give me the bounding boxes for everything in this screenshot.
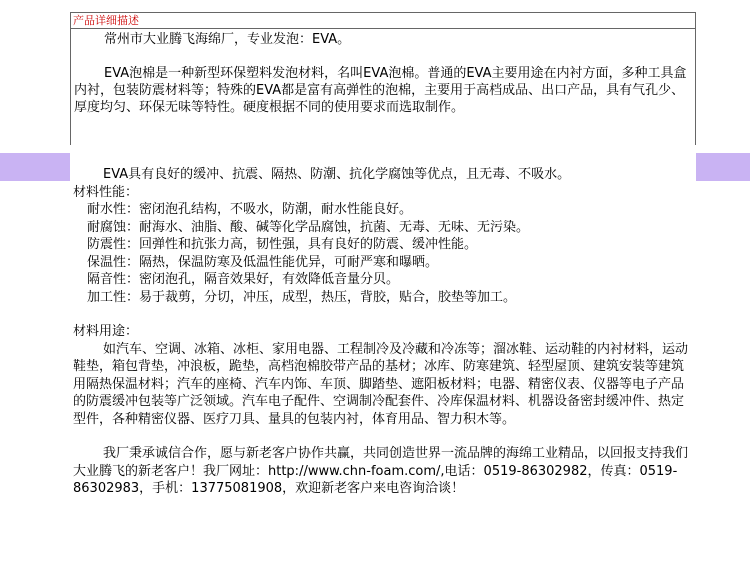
content-panel <box>70 12 696 565</box>
body-text <box>73 166 693 498</box>
uses-paragraph: 如汽车、空调、冰箱、冰柜、家用电器、工程制冷及冷藏和冷冻等；溜冰鞋、运动鞋的内衬材料，运动鞋垫，箱包背垫，冲浪板，跪垫，高档泡棉胶带产品的基材；冰库、防寒建筑、轻型屋顶、建筑安装等建筑用隔热保温材料；汽车的座椅、汽车内饰、车顶、脚踏垫、遮阳板材料；电器、精密仪表、仪器等电子产品的防震缓冲包装等广泛领域。汽车电子配件、空调制冷配套件、冷库保温材料、机器设备密封缓冲件、热定型件，各种精密仪器、医疗刀具、量具的包装内衬，体育用品、智力积木等。 <box>73 341 689 427</box>
intro-line: 常州市大业腾飞海绵厂，专业发泡：EVA。 <box>104 32 351 47</box>
property-item: 防震性：回弹性和抗张力高，韧性强，具有良好的防震、缓冲性能。 <box>87 237 478 252</box>
intro-paragraph: EVA泡棉是一种新型环保塑料发泡材料，名叫EVA泡棉。普通的EVA主要用途在内衬方面，多种工具盒内衬，包装防震材料等；特殊的EVA都是富有高弹性的泡棉，主要用于高档成品、出口产品，具有气孔少、厚度均匀、环保无味等特性。硬度根据不同的使用要求而选取制作。 <box>74 66 687 115</box>
properties-heading: 材料性能： <box>73 184 139 200</box>
property-item: 隔音性：密闭泡孔，隔音效果好，有效降低音量分贝。 <box>87 272 400 287</box>
closing-paragraph: 我厂秉承诚信合作，愿与新老客户协作共赢，共同创造世界一流品牌的海绵工业精品，以回报支持我们大业腾飞的新老客户！我厂网址：http://www.chn-foam.com/,电话：0519-86302982，传真：0519-86302983，手机：13775081908，欢迎新老客户来电咨询洽谈！ <box>73 446 689 496</box>
section-title: 产品详细描述 <box>71 13 695 29</box>
intro-text <box>71 29 695 116</box>
uses-heading: 材料用途： <box>73 324 139 339</box>
description-table <box>70 12 696 145</box>
property-item: 耐水性：密闭泡孔结构，不吸水，防潮，耐水性能良好。 <box>87 202 413 217</box>
property-item: 保温性：隔热，保温防寒及低温性能优异，可耐严寒和曝晒。 <box>87 254 439 270</box>
property-item: 加工性：易于裁剪，分切，冲压，成型，热压，背胶，贴合，胶垫等加工。 <box>87 289 517 305</box>
advantages-text: EVA具有良好的缓冲、抗震、隔热、防潮、抗化学腐蚀等优点，且无毒、不吸水。 <box>103 167 571 182</box>
property-item: 耐腐蚀：耐海水、油脂、酸、碱等化学品腐蚀，抗菌、无毒、无味、无污染。 <box>87 219 530 235</box>
